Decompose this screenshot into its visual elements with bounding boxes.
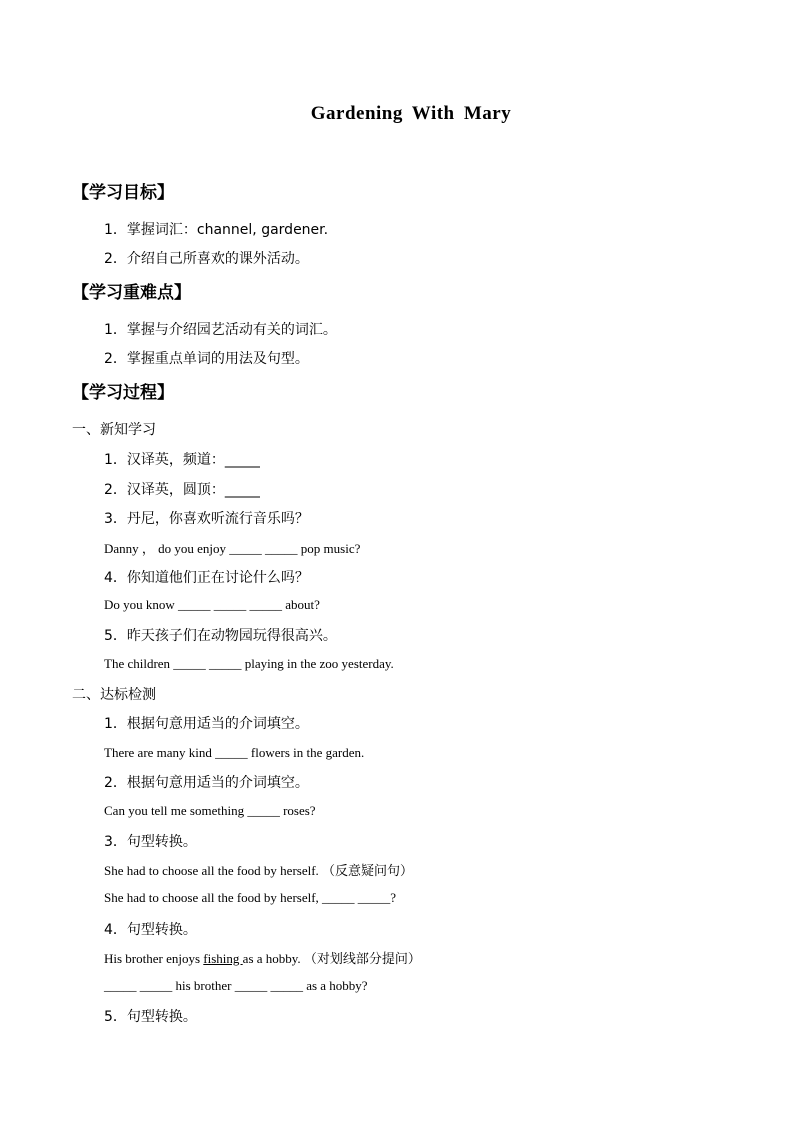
sentence-start: His brother enjoys	[104, 951, 204, 966]
question-english-line: She had to choose all the food by herself. （反意疑问句）	[104, 863, 414, 878]
question-english-line	[104, 948, 421, 967]
question-english-line: The children _____ _____ playing in the zoo yesterday.	[104, 656, 394, 671]
objectives-heading: 【学习目标】	[72, 183, 174, 203]
question-item: 3．句型转换。	[104, 834, 197, 850]
underlined-word: fishing	[203, 951, 243, 966]
question-item: 3．丹尼，你喜欢听流行音乐吗？	[104, 511, 309, 527]
question-item: 4．你知道他们正在讨论什么吗？	[104, 570, 309, 586]
key-point-item: 1．掌握与介绍园艺活动有关的词汇。	[104, 322, 337, 338]
key-point-item: 2．掌握重点单词的用法及句型。	[104, 351, 309, 367]
question-english-line: Danny ， do you enjoy _____ _____ pop music?	[104, 541, 361, 556]
question-item: 1．汉译英，频道：_____	[104, 452, 260, 468]
question-item: 1．根据句意用适当的介词填空。	[104, 716, 309, 732]
question-english-line: _____ _____ his brother _____ _____ as a hobby?	[104, 978, 368, 993]
objective-item: 2．介绍自己所喜欢的课外活动。	[104, 251, 309, 267]
process-heading: 【学习过程】	[72, 383, 174, 403]
sentence-end: as a hobby. （对划线部分提问）	[242, 951, 421, 966]
section-assessment-title: 二、达标检测	[72, 687, 156, 703]
question-english-line: She had to choose all the food by herself, _____ _____?	[104, 890, 397, 905]
question-item: 2．根据句意用适当的介词填空。	[104, 775, 309, 791]
question-item: 4．句型转换。	[104, 922, 197, 938]
question-english-line: Do you know _____ _____ _____ about?	[104, 597, 320, 612]
page-title: Gardening With Mary	[310, 103, 512, 124]
section-new-knowledge-title: 一、新知学习	[72, 422, 156, 438]
key-points-heading: 【学习重难点】	[72, 283, 191, 303]
question-english-line: There are many kind _____ flowers in the garden.	[104, 745, 365, 760]
question-item: 5．句型转换。	[104, 1009, 197, 1025]
question-english-line: Can you tell me something _____ roses?	[104, 803, 316, 818]
question-item: 5．昨天孩子们在动物园玩得很高兴。	[104, 628, 337, 644]
question-item: 2．汉译英，圆顶：_____	[104, 482, 260, 498]
objective-item: 1．掌握词汇：channel, gardener.	[104, 222, 329, 238]
